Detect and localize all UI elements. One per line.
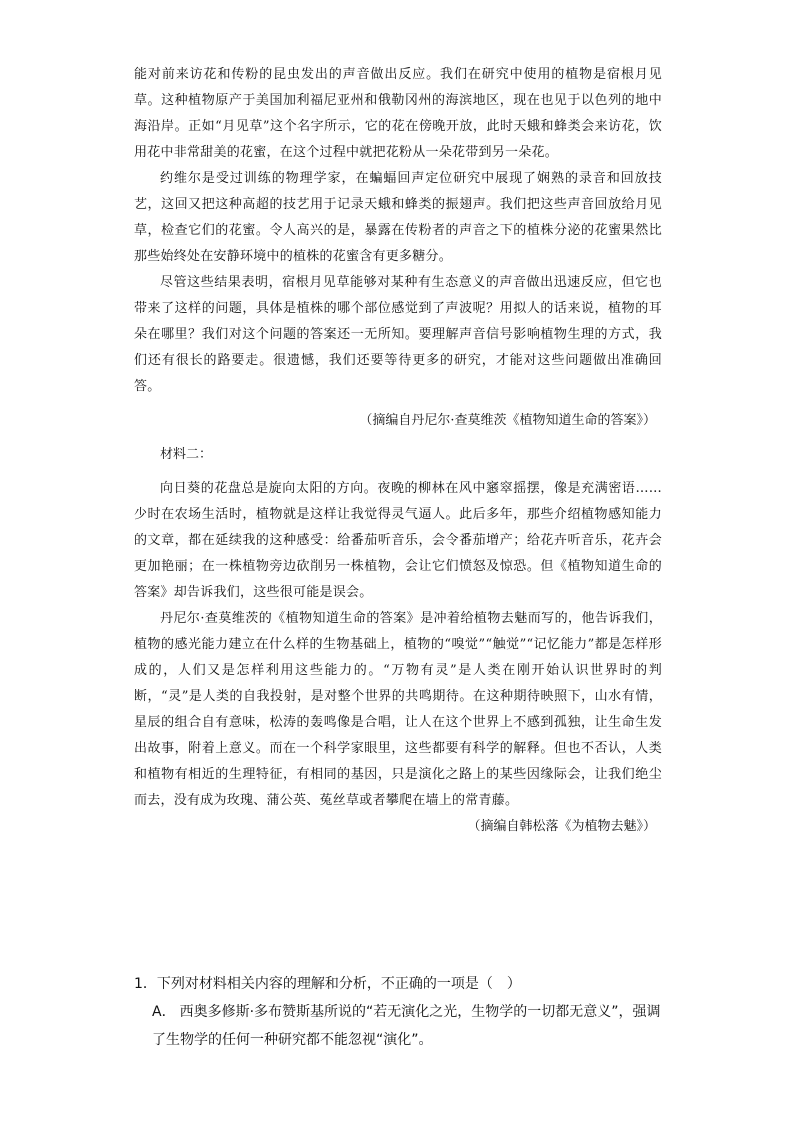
question-1	[134, 970, 662, 1054]
material-two-source: （摘编自韩松落《为植物去魅》）	[467, 819, 656, 834]
question-stem: 1．下列对材料相关内容的理解和分析，不正确的一项是（ ）	[134, 976, 521, 992]
material-one-paragraph-2: 约维尔是受过训练的物理学家，在蝙蝠回声定位研究中展现了娴熟的录音和回放技艺，这回又把这种高超的技艺用于记录天蛾和蜂类的振翅声。我们把这些声音回放给月见草，检查它们的花蜜。令人高兴的是，暴露在传粉者的声音之下的植株分泌的花蜜果然比那些始终处在安静环境中的植株的花蜜含有更多糖分。	[134, 171, 662, 264]
material-two-paragraph-2: 丹尼尔·查莫维茨的《植物知道生命的答案》是冲着给植物去魅而写的，他告诉我们，植物的感光能力建立在什么样的生物基础上，植物的“嗅觉”“触觉”“记忆能力”都是怎样形成的，人们又是怎样利用这些能力的。“万物有灵”是人类在刚开始认识世界时的判断，“灵”是人类的自我投射，是对整个世界的共鸣期待。在这种期待映照下，山水有情，星辰的组合自有意味，松涛的轰鸣像是合唱，让人在这个世界上不感到孤独，让生命生发出故事，附着上意义。而在一个科学家眼里，这些都要有科学的解释。但也不否认，人类和植物有相近的生理特征，有相同的基因，只是演化之路上的某些因缘际会，让我们绝尘而去，没有成为玫瑰、蒲公英、菟丝草或者攀爬在墙上的常青藤。	[134, 611, 662, 808]
material-one-paragraph-1: 能对前来访花和传粉的昆虫发出的声音做出反应。我们在研究中使用的植物是宿根月见草。这种植物原产于美国加利福尼亚州和俄勒冈州的海滨地区，现在也见于以色列的地中海沿岸。正如“月见草”这个名字所示，它的花在傍晚开放，此时天蛾和蜂类会来访花，饮用花中非常甜美的花蜜，在这个过程中就把花粉从一朵花带到另一朵花。	[134, 67, 662, 160]
reading-material	[134, 62, 662, 840]
material-one-paragraph-3: 尽管这些结果表明，宿根月见草能够对某种有生态意义的声音做出迅速反应，但它也带来了这样的问题，具体是植株的哪个部位感觉到了声波呢？用拟人的话来说，植物的耳朵在哪里？我们对这个问题的答案还一无所知。要理解声音信号影响植物生理的方式，我们还有很长的路要走。很遗憾，我们还要等待更多的研究，才能对这些问题做出准确回答。	[134, 275, 662, 394]
question-option-a[interactable]	[134, 998, 662, 1054]
material-two-paragraph-1: 向日葵的花盘总是旋向太阳的方向。夜晚的柳林在风中窸窣摇摆，像是充满密语……少时在农场生活时，植物就是这样让我觉得灵气逼人。此后多年，那些介绍植物感知能力的文章，都在延续我的这种感受：给番茄听音乐，会令番茄增产；给花卉听音乐，花卉会更加艳丽；在一株植物旁边砍削另一株植物，会让它们愤怒及惊恐。但《植物知道生命的答案》却告诉我们，这些很可能是误会。	[134, 481, 662, 600]
material-one-source: （摘编自丹尼尔·查莫维茨《植物知道生命的答案》）	[359, 413, 656, 428]
material-two-heading: 材料二：	[160, 447, 213, 462]
option-a-text: 西奥多修斯·多布赞斯基所说的“若无演化之光，生物学的一切都无意义”，强调了生物学的任何一种研究都不能忽视“演化”。	[152, 1004, 661, 1048]
option-a-label: A．	[152, 1004, 176, 1020]
